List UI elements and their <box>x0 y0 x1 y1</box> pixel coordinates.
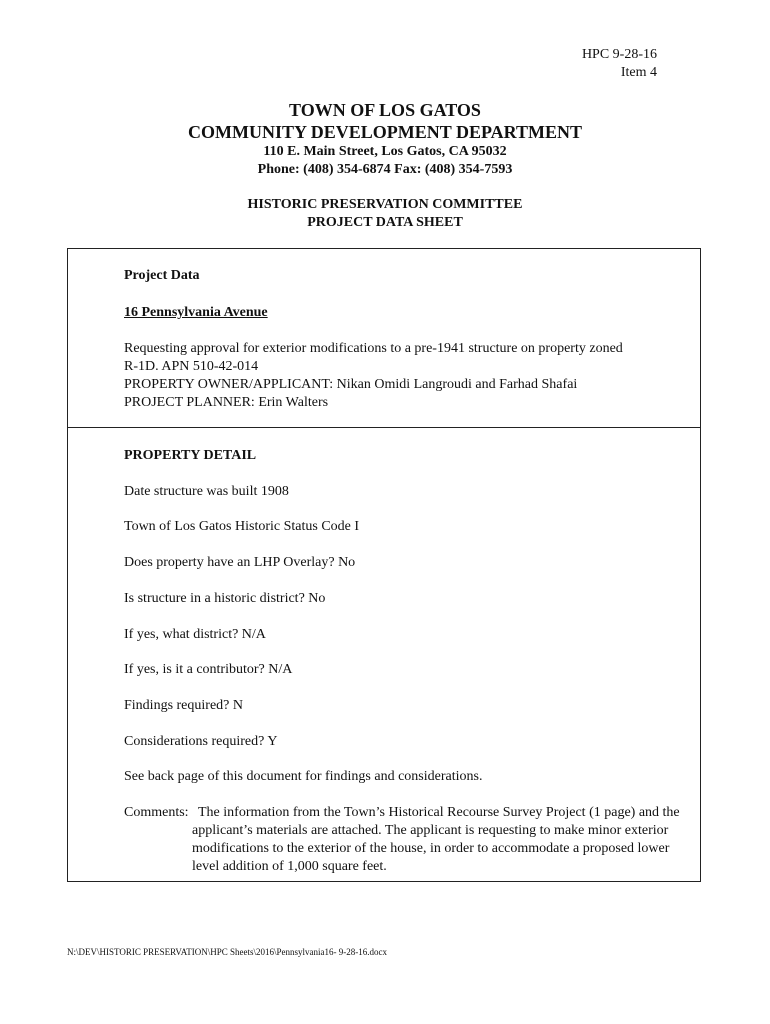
department-title: COMMUNITY DEVELOPMENT DEPARTMENT <box>187 122 583 142</box>
comments-text: The information from the Town’s Historical Recourse Survey Project (1 page) and the applicant’s materials are attached. The applicant is requesting to make minor exterior modifications to the exterior of the house, in order to accommodate a proposed lower level addition of 1,000 square feet. <box>192 805 680 874</box>
lhp-overlay: Does property have an LHP Overlay? No <box>124 555 356 570</box>
project-address: 16 Pennsylvania Avenue <box>124 305 268 320</box>
sheet-title: PROJECT DATA SHEET <box>307 215 463 230</box>
date-built: Date structure was built 1908 <box>124 484 289 499</box>
see-back-note: See back page of this document for findings and considerations. <box>124 769 483 784</box>
reference-block <box>582 46 657 82</box>
status-code: Town of Los Gatos Historic Status Code I <box>124 519 360 534</box>
project-owner: PROPERTY OWNER/APPLICANT: Nikan Omidi Langroudi and Farhad Shafai <box>124 377 578 392</box>
project-description-line2: R-1D. APN 510-42-014 <box>124 359 259 374</box>
contributor: If yes, is it a contributor? N/A <box>124 662 293 677</box>
project-data-heading: Project Data <box>124 268 200 283</box>
historic-district: Is structure in a historic district? No <box>124 591 326 606</box>
findings-required: Findings required? N <box>124 698 243 713</box>
project-description-line1: Requesting approval for exterior modifications to a pre-1941 structure on property zoned <box>124 341 623 356</box>
property-detail-heading: PROPERTY DETAIL <box>124 448 257 463</box>
department-phone: Phone: (408) 354-6874 Fax: (408) 354-7593 <box>257 162 513 177</box>
which-district: If yes, what district? N/A <box>124 627 266 642</box>
comments-label: Comments: <box>124 805 189 820</box>
committee-title: HISTORIC PRESERVATION COMMITTEE <box>247 197 523 212</box>
file-path-footer: N:\DEV\HISTORIC PRESERVATION\HPC Sheets\2016\Pennsylvania16- 9-28-16.docx <box>67 947 387 957</box>
item-number: Item 4 <box>620 65 657 80</box>
project-planner: PROJECT PLANNER: Erin Walters <box>124 395 329 410</box>
considerations-required: Considerations required? Y <box>124 734 278 749</box>
department-address: 110 E. Main Street, Los Gatos, CA 95032 <box>263 144 507 159</box>
hearing-date: HPC 9-28-16 <box>581 47 657 62</box>
page-title: TOWN OF LOS GATOS <box>289 100 481 120</box>
